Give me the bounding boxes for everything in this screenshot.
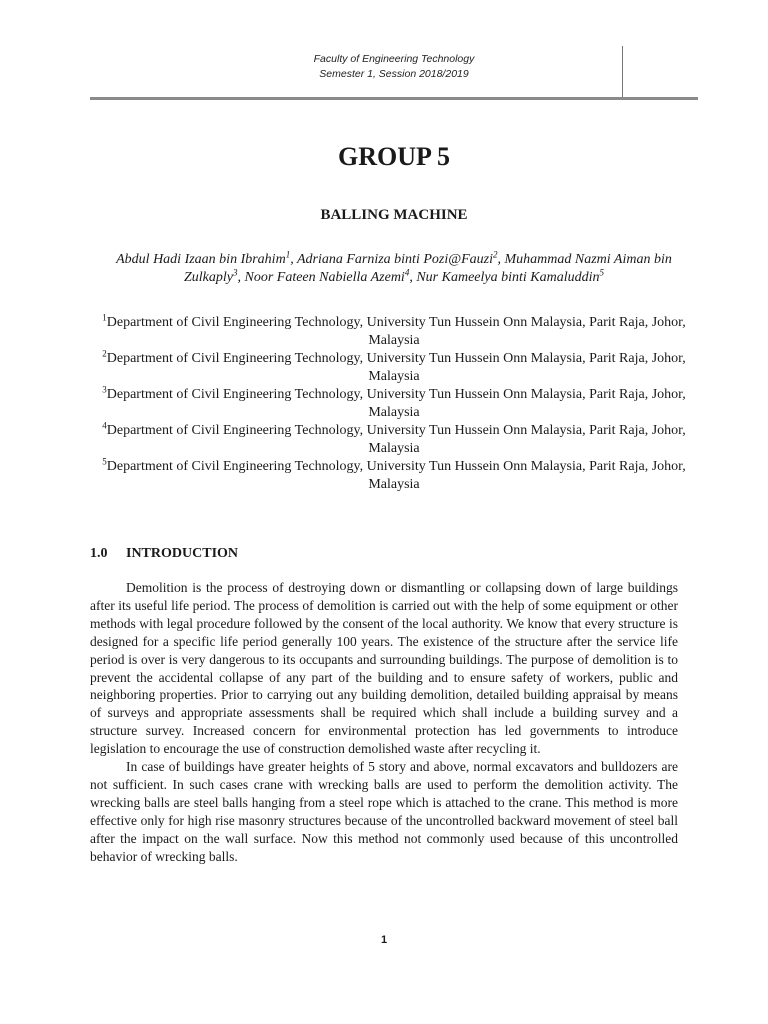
author-separator: , — [237, 270, 245, 285]
author-list — [100, 251, 688, 287]
affiliation — [100, 422, 688, 458]
header-faculty: Faculty of Engineering Technology — [313, 53, 475, 65]
author-sup: 3 — [232, 267, 238, 278]
body-paragraph: Demolition is the process of destroying down or dismantling or collapsing down of large buildings after its useful life period. The process of demolition is carried out with the help of some equipment or other methods with legal procedure followed by the consent of the local authority. We know that every structure is designed for a specific life period generally 100 years. The existence of the structure after the service life period is over is very dangerous to its occupants and surrounding buildings. The purpose of demolition is to prevent the accidental collapse of any part of the building and to ensure safety of workers, public and neighboring properties. Prior to carrying out any building demolition, detailed building appraisal by means of surveys and appropriate assessments shall be required which shall include a building survey and a structure survey. Increased concern for environmental protection has led governments to introduce legislation to encourage the use of construction demolished waste after recycling it. — [90, 580, 678, 757]
affiliation-text: Department of Civil Engineering Technology, University Tun Hussein Onn Malaysia, Parit Raja, Johor, Malaysia — [106, 351, 686, 384]
affiliation-sup: 1 — [102, 312, 107, 323]
author-separator: , — [497, 252, 505, 267]
document-subtitle: BALLING MACHINE — [320, 207, 468, 223]
affiliation-text: Department of Civil Engineering Technology, University Tun Hussein Onn Malaysia, Parit Raja, Johor, Malaysia — [106, 423, 686, 456]
author-sup: 1 — [285, 249, 291, 260]
affiliation-sup: 5 — [102, 456, 107, 467]
body-paragraph: In case of buildings have greater heights of 5 story and above, normal excavators and bulldozers are not sufficient. In such cases crane with wrecking balls are used to perform the demolition activity. The wrecking balls are steel balls hanging from a steel rope which is attached to the crane. This method is more effective only for high rise masonry structures because of the uncontrolled backward movement of steel ball after the impact on the wall surface. Now this method not commonly used because of this uncontrolled behavior of wrecking balls. — [90, 759, 678, 864]
author-name: Noor Fateen Nabiella Azemi — [244, 270, 405, 285]
affiliation-text: Department of Civil Engineering Technology, University Tun Hussein Onn Malaysia, Parit Raja, Johor, Malaysia — [106, 315, 686, 348]
affiliation-sup: 3 — [102, 384, 107, 395]
affiliation-text: Department of Civil Engineering Technology, University Tun Hussein Onn Malaysia, Parit Raja, Johor, Malaysia — [106, 459, 686, 492]
section-body — [90, 579, 678, 866]
affiliation — [100, 386, 688, 422]
author-name: Adriana Farniza binti Pozi@Fauzi — [296, 252, 493, 267]
header-vertical-line — [622, 46, 623, 98]
affiliation — [100, 314, 688, 350]
document-title: GROUP 5 — [338, 142, 450, 171]
author-name: Nur Kameelya binti Kamaluddin — [416, 270, 600, 285]
header-rule — [90, 97, 698, 100]
author-sup: 4 — [404, 267, 410, 278]
affiliation — [100, 458, 688, 494]
page-number: 1 — [380, 934, 388, 946]
section-number: 1.0 — [90, 546, 108, 561]
author-sup: 2 — [493, 249, 498, 260]
affiliation-sup: 2 — [102, 348, 107, 359]
section-title: INTRODUCTION — [126, 546, 239, 561]
author-separator: , — [290, 252, 297, 267]
author-sup: 5 — [599, 267, 604, 278]
affiliation — [100, 350, 688, 386]
affiliation-list — [100, 314, 688, 494]
section-heading — [90, 545, 390, 563]
header-session: Semester 1, Session 2018/2019 — [319, 68, 469, 80]
author-separator: , — [409, 270, 417, 285]
affiliation-text: Department of Civil Engineering Technology, University Tun Hussein Onn Malaysia, Parit Raja, Johor, Malaysia — [106, 387, 686, 420]
page-header — [90, 52, 698, 82]
author-name: Muhammad Nazmi Aiman bin Zulkaply — [183, 252, 672, 285]
author-name: Abdul Hadi Izaan bin Ibrahim — [116, 252, 286, 267]
affiliation-sup: 4 — [102, 420, 107, 431]
